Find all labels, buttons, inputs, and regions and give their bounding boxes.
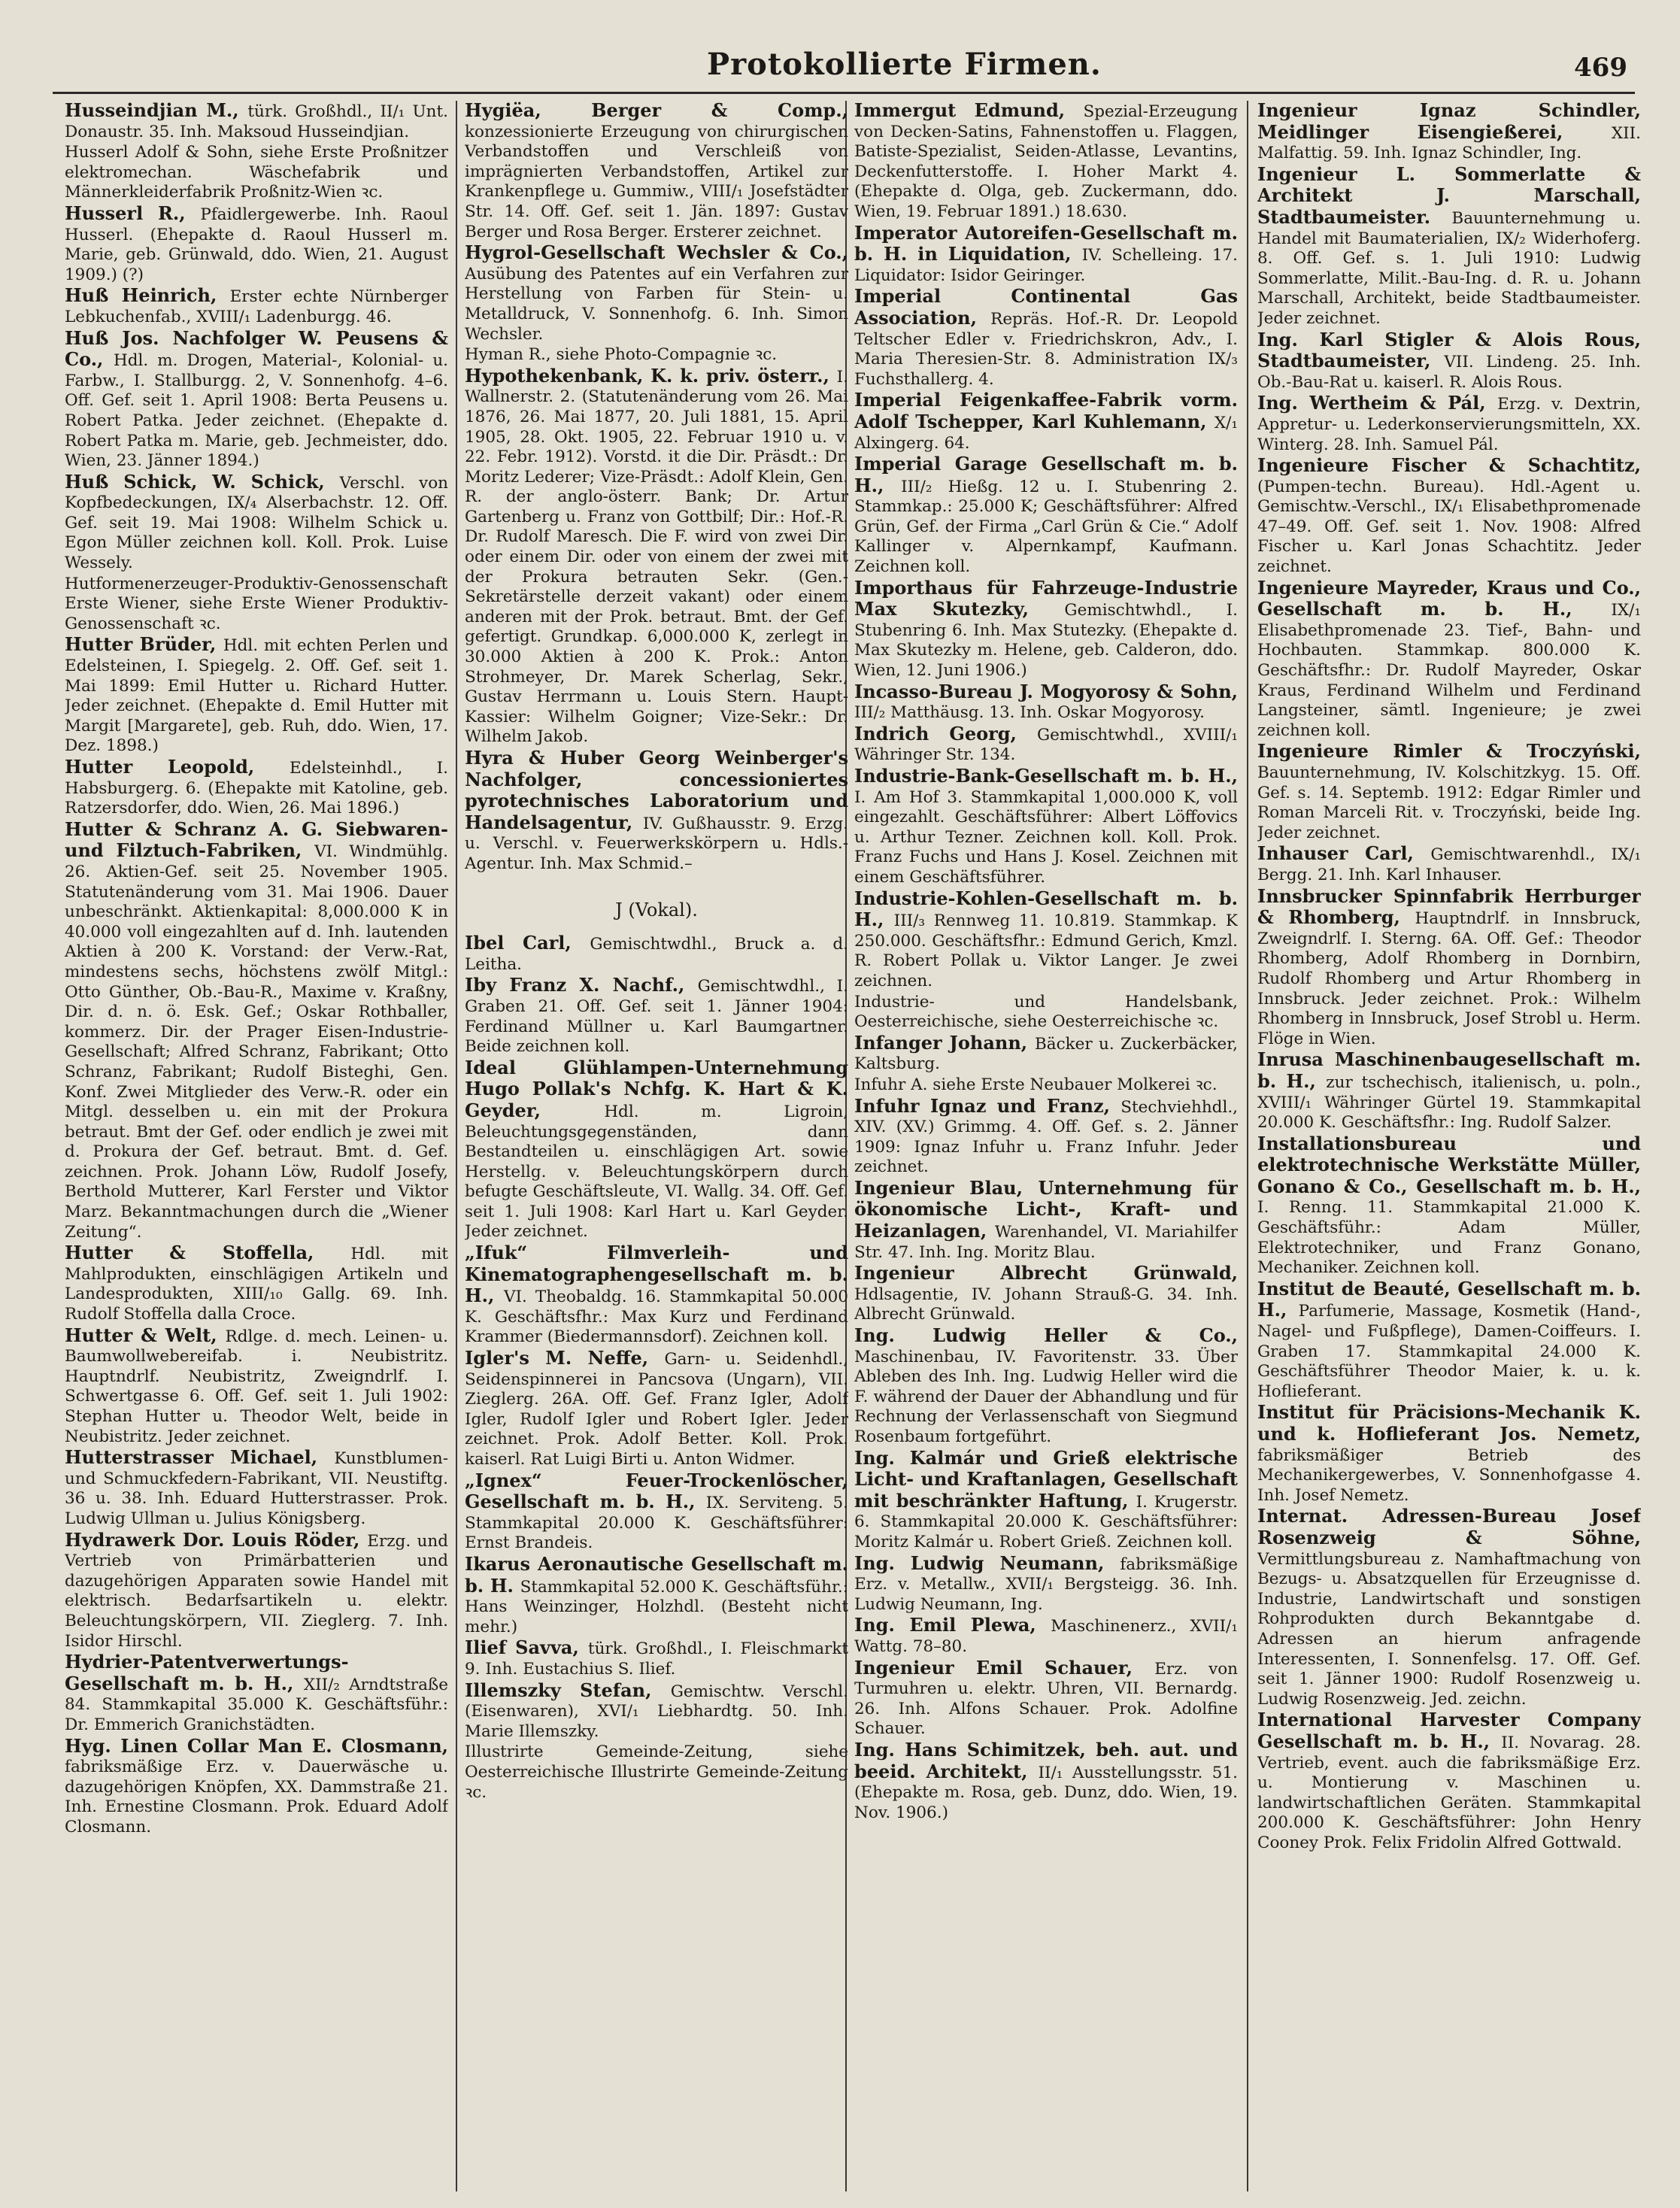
directory-entry bbox=[854, 101, 1238, 223]
directory-entry bbox=[1257, 456, 1641, 578]
entry-firm-name: Ing. Ludwig Neumann, bbox=[854, 1551, 1121, 1574]
directory-entry bbox=[854, 578, 1238, 681]
directory-entry bbox=[65, 1736, 448, 1838]
entry-text: konzessionierte Erzeugung von chirurgischen Verbandstoffen und Verschleiß von imprägnierten Verbandstoffen, Artikel zur Krankenpflege u. Gummiw., VIII/₁ Josefstädter Str. 14. Off. Gef. seit 1. Jän. 1897: Gustav Berger und Rosa Berger. Ersterer zeichnet. bbox=[465, 122, 848, 241]
column-4 bbox=[1257, 101, 1641, 2191]
directory-entry bbox=[1257, 1710, 1641, 1853]
entry-firm-name: Huß Schick, W. Schick, bbox=[65, 470, 340, 493]
directory-entry bbox=[854, 1448, 1238, 1553]
entry-text: Gemischtw. Verschl. (Eisenwaren), XVI/₁ Liebhardtg. 50. Inh. Marie Illemszky. bbox=[465, 1682, 848, 1741]
section-heading: J (Vokal). bbox=[615, 899, 698, 921]
entry-firm-name: Inhauser Carl, bbox=[1257, 842, 1431, 865]
entry-text: X/₁ Alxingerg. 64. bbox=[854, 413, 1238, 453]
entry-text: fabriksmäßige Erz. v. Dauerwäsche u. dazugehörigen Knöpfen, XX. Dammstraße 21. Inh. Ernestine Closmann. Prok. Eduard Adolf Closmann. bbox=[65, 1758, 448, 1836]
entry-firm-name: Ideal Glühlampen-Unternehmung Hugo Pollak's Nchfg. K. Hart & K. Geyder, bbox=[465, 1056, 848, 1121]
entry-firm-name: Imperator Autoreifen-Gesellschaft m. b. H. in Liquidation, bbox=[854, 221, 1238, 265]
directory-entry bbox=[1257, 884, 1641, 1050]
column-divider bbox=[456, 101, 457, 2191]
entry-text: Verschl. von Kopfbedeckungen, IX/₄ Alserbachstr. 12. Off. Gef. seit 19. Mai 1908: Wilhelm Schick u. Egon Müller zeichnen koll. Koll. Prok. Luise Wessely. bbox=[65, 473, 448, 573]
entry-text: Gemischtwhdl., I. Stubenring 6. Inh. Max Stutezky. (Ehepakte d. Max Skutezky m. Helene, geb. Calderon, ddo. Wien, 12. Juni 1906.) bbox=[854, 601, 1238, 681]
entry-text: Hauptndrlf. in Innsbruck, Zweigndrlf. I. Sterng. 6A. Off. Gef.: Theodor Rhomberg, Adolf Rhomberg in Dornbirn, Rudolf Rhomberg und Artur Rhomberg in Innsbruck. Jeder zeichnet. Prok.: Wilhelm Rhomberg in Innsbruck, Josef Strobl u. Herm. Flöge in Wien. bbox=[1257, 909, 1641, 1048]
entry-text: Parfumerie, Massage, Kosmetik (Hand-, Nagel- und Fußpflege), Damen-Coiffeurs. I. Graben 17. Stammkapital 24.000 K. Geschäftsführer Theodor Maier, k. u. k. Hoflieferant. bbox=[1257, 1302, 1641, 1401]
running-head: Protokollierte Firmen. bbox=[707, 47, 1102, 82]
entry-firm-name: Indrich Georg, bbox=[854, 722, 1037, 745]
directory-entry bbox=[1257, 101, 1641, 164]
entry-text: Maschinenerz., XVII/₁ Wattg. 78–80. bbox=[854, 1617, 1238, 1656]
entry-firm-name: Ingenieure Rimler & Troczyński, bbox=[1257, 740, 1641, 763]
entry-firm-name: Internat. Adressen-Bureau Josef Rosenzweig & Söhne, bbox=[1257, 1505, 1641, 1548]
directory-entry bbox=[854, 1033, 1238, 1075]
entry-text: XII/₂ Arndtstraße 84. Stammkapital 35.000 K. Geschäftsführ.: Dr. Emmerich Granichstädten. bbox=[65, 1675, 448, 1734]
directory-entry bbox=[465, 1058, 848, 1242]
entry-firm-name: Ilief Savva, bbox=[465, 1636, 588, 1659]
entry-firm-name: Industrie-Kohlen-Gesellschaft m. b. H., bbox=[854, 887, 1238, 931]
entry-text: Repräs. Hof.-R. Dr. Leopold Teltscher Edler v. Friedrichskron, Adv., I. Maria Theresien-Str. 8. Administration IX/₃ Fuchsthallerg. 4. bbox=[854, 309, 1238, 389]
column-2 bbox=[465, 101, 848, 2191]
directory-entry bbox=[1257, 578, 1641, 742]
entry-text: Husserl Adolf & Sohn, siehe Erste Proßnitzer elektromechan. Wäschefabrik und Männerkleiderfabrik Proßnitz-Wien ꝛc. bbox=[65, 143, 448, 202]
entry-text: Gemischtwarenhdl., IX/₁ Bergg. 21. Inh. Karl Inhauser. bbox=[1257, 845, 1641, 884]
entry-text: Rdlge. d. mech. Leinen- u. Baumwollwebereifab. i. Neubistritz. Hauptndrlf. Neubistritz, Zweigndrlf. I. Schwertgasse 6. Off. Gef. seit 1. Juli 1902: Stephan Hutter u. Theodor Welt, beide in Neubistritz. Jeder zeichnet. bbox=[65, 1327, 448, 1446]
page-number: 469 bbox=[1574, 53, 1627, 83]
entry-firm-name: Husserl R., bbox=[65, 202, 201, 224]
entry-text: II. Novarag. 28. Vertrieb, event. auch die fabriksmäßige Erz. u. Montierung v. Maschinen u. landwirtschaftlichen Geräten. Stammkapital 200.000 K. Geschäftsführer: John Henry Cooney Prok. Felix Fridolin Alfred Gottwald. bbox=[1257, 1733, 1641, 1852]
entry-firm-name: Hydrawerk Dor. Louis Röder, bbox=[65, 1528, 368, 1551]
entry-text: I. Renng. 11. Stammkapital 21.000 K. Geschäftsführ.: Adam Müller, Elektrotechniker, und Franz Gonano, Mechaniker. Zeichnen koll. bbox=[1257, 1198, 1641, 1278]
directory-entry bbox=[465, 1348, 848, 1470]
directory-entry bbox=[465, 366, 848, 748]
entry-text: Erzg. und Vertrieb von Primärbatterien und dazugehörigen Apparaten sowie Handel mit elektrisch. Bedarfsartikeln u. elektr. Beleuchtungskörpern, VII. Zieglerg. 7. Inh. Isidor Hirschl. bbox=[65, 1531, 448, 1651]
directory-entry bbox=[854, 390, 1238, 453]
directory-entry bbox=[465, 1638, 848, 1679]
entry-text: IV. Schelleing. 17. Liquidator: Isidor Geiringer. bbox=[854, 246, 1238, 285]
entry-firm-name: Ing. Kalmár und Grieß elektrische Licht- und Kraftanlagen, Gesellschaft mit beschränkter Haftung, bbox=[854, 1446, 1238, 1512]
directory-entry bbox=[65, 1448, 448, 1529]
entry-firm-name: Hutterstrasser Michael, bbox=[65, 1446, 335, 1469]
entry-firm-name: Importhaus für Fahrzeuge-Industrie Max Skutezky, bbox=[854, 576, 1238, 620]
entry-firm-name: International Harvester Company Gesellschaft m. b. H., bbox=[1257, 1709, 1641, 1752]
entry-text: Garn- u. Seidenhdl., Seidenspinnerei in Pancsova (Ungarn), VII. Zieglerg. 26A. Off. Gef. Franz Igler, Adolf Igler, Rudolf Igler und Robert Igler. Jeder zeichnet. Prok. Adolf Better. Koll. Prok. kaiserl. Rat Luigi Birti u. Anton Widmer. bbox=[465, 1350, 848, 1469]
entry-text: Infuhr A. siehe Erste Neubauer Molkerei ꝛc. bbox=[854, 1075, 1218, 1094]
entry-firm-name: Iby Franz X. Nachf., bbox=[465, 974, 698, 996]
entry-text: Maschinenbau, IV. Favoritenstr. 33. Über Ableben des Inh. Ing. Ludwig Heller wird die F. während der Dauer der Abhandlung und für Rechnung der Verlassenschaft von Siegmund Rosenbaum fortgeführt. bbox=[854, 1347, 1238, 1446]
entry-text: Erster echte Nürnberger Lebkuchenfab., XVIII/₁ Ladenburgg. 46. bbox=[65, 287, 448, 326]
directory-entry bbox=[465, 975, 848, 1057]
entry-text: Edelsteinhdl., I. Habsburgerg. 6. (Ehepakte mit Katoline, geb. Ratzersdorfer, ddo. Wien, 26. Mai 1896.) bbox=[65, 759, 448, 818]
entry-text: Erzg. v. Dextrin, Appretur- u. Lederkonservierungsmitteln, XX. Winterg. 28. Inh. Samuel Pál. bbox=[1257, 395, 1641, 454]
entry-firm-name: Imperial Garage Gesellschaft m. b. H., bbox=[854, 453, 1238, 496]
entry-text: Bauunternehmung u. Handel mit Baumaterialien, IX/₂ Widerhoferg. 8. Off. Gef. s. 1. Juli 1910: Ludwig Sommerlatte, Milit.-Bau-Ing. d. R. u. Johann Marschall, Architekt, beide Stadtbaumeister. Jeder zeichnet. bbox=[1257, 208, 1641, 328]
entry-firm-name: Inrusa Maschinenbaugesellschaft m. b. H., bbox=[1257, 1048, 1641, 1092]
entry-text: I. Krugerstr. 6. Stammkapital 20.000 K. Geschäftsführer: Moritz Kalmár u. Robert Grieß. Zeichnen koll. bbox=[854, 1492, 1238, 1551]
directory-entry bbox=[1257, 1506, 1641, 1709]
entry-text: III/₂ Hießg. 12 u. I. Stubenring 2. Stammkap.: 25.000 K; Geschäftsführer: Alfred Grün, Gef. der Firma „Carl Grün & Cie.“ Adolf Kallinger v. Alpernkampf, Kaufmann. Zeichnen koll. bbox=[854, 477, 1238, 577]
entry-text: Kunstblumen- und Schmuckfedern-Fabrikant, VII. Neustiftg. 36 u. 38. Inh. Eduard Hutterstrasser. Prok. Ludwig Ullman u. Julius Königsberg. bbox=[65, 1449, 448, 1528]
directory-entry bbox=[65, 286, 448, 327]
directory-entry bbox=[1257, 742, 1641, 843]
entry-firm-name: Ibel Carl, bbox=[465, 932, 590, 954]
entry-firm-name: Ing. Wertheim & Pál, bbox=[1257, 392, 1498, 414]
directory-entry bbox=[465, 243, 848, 344]
directory-entry bbox=[65, 1243, 448, 1324]
entry-firm-name: Infanger Johann, bbox=[854, 1031, 1035, 1054]
entry-text: Vermittlungsbureau z. Namhaftmachung von Bezugs- u. Absatzquellen für Erzeugnisse d. Industrie, Landwirtschaft und sonstigen Rohprodukten durch Bekanntgabe d. Adressen an hierum anfragende Interessenten, I. Sonnenfelsg. 17. Off. Gef. seit 1. Jänner 1900: Rudolf Rosenzweig u. Ludwig Rosenzweig. Jed. zeichn. bbox=[1257, 1549, 1641, 1709]
directory-entry bbox=[465, 1742, 848, 1803]
directory-entry bbox=[1257, 1050, 1641, 1133]
directory-entry bbox=[854, 1551, 1238, 1615]
directory-entry bbox=[854, 1178, 1238, 1263]
entry-text: XII. Malfattig. 59. Inh. Ignaz Schindler, Ing. bbox=[1257, 123, 1641, 163]
entry-text: VI. Theobaldg. 16. Stammkapital 50.000 K. Geschäftsfhr.: Max Kurz und Ferdinand Krammer (Biedermannsdorf). Zeichnen koll. bbox=[465, 1287, 848, 1347]
entry-text: Gemischtwdhl., I. Graben 21. Off. Gef. seit 1. Jänner 1904: Ferdinand Müllner u. Karl Baumgartner. Beide zeichnen koll. bbox=[465, 977, 848, 1057]
entry-text: Stechviehhdl., XIV. (XV.) Grimmg. 4. Off. Gef. s. 2. Jänner 1909: Ignaz Infuhr u. Franz Infuhr. Jeder zeichnet. bbox=[854, 1097, 1238, 1177]
entry-firm-name: Ingenieur Blau, Unternehmung für ökonomische Licht-, Kraft- und Heizanlagen, bbox=[854, 1176, 1238, 1242]
directory-entry bbox=[465, 101, 848, 242]
entry-firm-name: „Ifuk“ Filmverleih- und Kinematographengesellschaft m. b. H., bbox=[465, 1242, 848, 1307]
entry-text: Stammkapital 52.000 K. Geschäftsführ.: Hans Weinzinger, Holzhdl. (Besteht nicht mehr.) bbox=[465, 1577, 848, 1636]
entry-text: VII. Lindeng. 25. Inh. Ob.-Bau-Rat u. kaiserl. R. Alois Rous. bbox=[1257, 353, 1641, 392]
entry-firm-name: Hyra & Huber Georg Weinberger's Nachfolger, concessioniertes pyrotechnisches Laboratorium und Handelsagentur, bbox=[465, 747, 848, 833]
directory-entry bbox=[854, 724, 1238, 766]
directory-entry bbox=[65, 204, 448, 285]
directory-entry bbox=[465, 1471, 848, 1554]
entry-firm-name: Hutter & Stoffella, bbox=[65, 1242, 351, 1264]
entry-text: Hyman R., siehe Photo-Compagnie ꝛc. bbox=[465, 345, 778, 365]
directory-entry bbox=[854, 1740, 1238, 1823]
directory-entry bbox=[854, 1658, 1238, 1739]
entry-text: II/₁ Ausstellungsstr. 51. (Ehepakte m. Rosa, geb. Dunz, ddo. Wien, 19. Nov. 1906.) bbox=[854, 1763, 1238, 1822]
directory-entry bbox=[465, 345, 848, 365]
entry-text: Gemischtwhdl., XVIII/₁ Währinger Str. 134. bbox=[854, 725, 1238, 765]
entry-text: (Pumpen-techn. Bureau). Hdl.-Agent u. Gemischtw.-Verschl., IX/₁ Elisabethpromenade 47–49. Off. Gef. seit 1. Nov. 1908: Alfred Fischer u. Karl Jonas Schachtitz. Jeder zeichnet. bbox=[1257, 477, 1641, 577]
entry-firm-name: „Ignex“ Feuer-Trockenlöscher, Gesellschaft m. b. H., bbox=[465, 1469, 848, 1513]
column-divider bbox=[1247, 101, 1248, 2191]
entry-text: Hdl. m. Ligroin, Beleuchtungsgegenständen, dann Bestandteilen u. einschlägigen Art. sowie Herstellg. v. Beleuchtungskörpern durch befugte Geschäftsleute, VI. Wallg. 34. Off. Gef. seit 1. Juli 1908: Karl Hart u. Karl Geyder. Jeder zeichnet. bbox=[465, 1102, 848, 1242]
entry-firm-name: Imperial Feigenkaffee-Fabrik vorm. Adolf Tschepper, Karl Kuhlemann, bbox=[854, 389, 1238, 432]
directory-entry bbox=[465, 748, 848, 875]
directory-entry bbox=[854, 223, 1238, 287]
entry-text: I. Wallnerstr. 2. (Statutenänderung vom 26. Mai 1876, 26. Mai 1877, 20. Juli 1881, 15. April 1905, 28. Okt. 1905, 22. Februar 1910 u. v. 22. Febr. 1912). Vorstd. it die Dir. Präsdt.: Dr. Moritz Lederer; Vize-Präsdt.: Adolf Klein, Gen. R. der anglo-österr. Bank; Dr. Artur Gartenberg u. Franz von Gottbilf; Dir.: Hof.-R. Dr. Rudolf Maresch. Die F. wird von zwei Dir. oder einem Dir. oder von einem der zwei mit der Prokura betrauten Sekr. (Gen.-Sekretärstelle derzeit vakant) oder einem anderen mit der Prok. betraut. Bmt. der Gef. gefertigt. Grundkap. 6,000.000 K, zerlegt in 30.000 Aktien à 200 K. Prok.: Anton Strohmeyer, Dr. Marek Scherlag, Sekr., Gustav Herrmann u. Louis Stern. Haupt-Kassier: Wilhelm Goigner; Vize-Sekr.: Dr. Wilhelm Jakob. bbox=[465, 367, 848, 747]
entry-firm-name: Hutter & Welt, bbox=[65, 1324, 226, 1346]
entry-firm-name: Ikarus Aeronautische Gesellschaft m. b. H. bbox=[465, 1552, 848, 1597]
entry-firm-name: Hygrol-Gesellschaft Wechsler & Co., bbox=[465, 241, 848, 264]
directory-entry bbox=[65, 143, 448, 203]
entry-text: Hdl. m. Drogen, Material-, Kolonial- u. Farbw., I. Stallburgg. 2, V. Sonnenhofg. 4–6. Off. Gef. seit 1. April 1908: Berta Peusens u. Robert Patka. Jeder zeichnet. (Ehepakte d. Robert Patka m. Marie, geb. Jechmeister, ddo. Wien, 23. Jänner 1894.) bbox=[65, 351, 448, 471]
directory-entry bbox=[1257, 1279, 1641, 1403]
entry-firm-name: Huß Jos. Nachfolger W. Peusens & Co., bbox=[65, 326, 448, 371]
entry-firm-name: Innsbrucker Spinnfabrik Herrburger & Rhomberg, bbox=[1257, 884, 1641, 929]
directory-entry bbox=[1257, 162, 1641, 329]
entry-firm-name: Ing. Emil Plewa, bbox=[854, 1614, 1051, 1636]
entry-text: türk. Großhdl., II/₁ Unt. Donaustr. 35. Inh. Maksoud Husseindjian. bbox=[65, 102, 448, 141]
directory-entry bbox=[854, 993, 1238, 1033]
entry-firm-name: Institut de Beauté, Gesellschaft m. b. H., bbox=[1257, 1277, 1641, 1321]
directory-entry bbox=[65, 1652, 448, 1735]
entry-text: türk. Großhdl., I. Fleischmarkt 9. Inh. Eustachius S. Ilief. bbox=[465, 1639, 848, 1679]
entry-firm-name: Institut für Präcisions-Mechanik K. und k. Hoflieferant Jos. Nemetz, bbox=[1257, 1401, 1641, 1445]
entry-text: Warenhandel, VI. Mariahilfer Str. 47. Inh. Ing. Moritz Blau. bbox=[854, 1223, 1238, 1262]
entry-firm-name: Ingenieur Albrecht Grünwald, bbox=[854, 1262, 1238, 1284]
directory-entry bbox=[1257, 844, 1641, 885]
entry-firm-name: Hyg. Linen Collar Man E. Closmann, bbox=[65, 1734, 448, 1757]
entry-text: Pfaidlergewerbe. Inh. Raoul Husserl. (Ehepakte d. Raoul Husserl m. Marie, geb. Grünwald, ddo. Wien, 21. August 1909.) (?) bbox=[65, 205, 448, 284]
directory-entry bbox=[854, 1263, 1238, 1325]
entry-text: zur tschechisch, italienisch, u. poln., XVIII/₁ Währinger Gürtel 19. Stammkapital 20.000 K. Geschäftsfhr.: Ing. Rudolf Salzer. bbox=[1257, 1072, 1641, 1133]
entry-firm-name: Infuhr Ignaz und Franz, bbox=[854, 1094, 1121, 1117]
entry-firm-name: Ing. Karl Stigler & Alois Rous, Stadtbaumeister, bbox=[1257, 328, 1641, 372]
entry-firm-name: Immergut Edmund, bbox=[854, 101, 1084, 121]
entry-text: Erz. von Turmuhren u. elektr. Uhren, VII. Bernardg. 26. Inh. Alfons Schauer. Prok. Adolfine Schauer. bbox=[854, 1659, 1238, 1739]
entry-firm-name: Industrie-Bank-Gesellschaft m. b. H., bbox=[854, 765, 1238, 787]
directory-entry bbox=[65, 817, 448, 1242]
directory-entry bbox=[1257, 1134, 1641, 1278]
entry-text: Gemischtwdhl., Bruck a. d. Leitha. bbox=[465, 935, 848, 974]
directory-entry bbox=[65, 326, 448, 472]
directory-entry bbox=[854, 682, 1238, 723]
entry-text: Hdlsagentie, IV. Johann Strauß-G. 34. Inh. Albrecht Grünwald. bbox=[854, 1284, 1238, 1324]
entry-firm-name: Ingenieur L. Sommerlatte & Architekt J. Marschall, Stadtbaumeister. bbox=[1257, 162, 1641, 228]
entry-firm-name: Ing. Ludwig Heller & Co., bbox=[854, 1324, 1238, 1347]
directory-entry bbox=[465, 933, 848, 975]
entry-text: Illustrirte Gemeinde-Zeitung, siehe Oesterreichische Illustrirte Gemeinde-Zeitung ꝛc. bbox=[465, 1742, 848, 1802]
directory-entry bbox=[854, 1096, 1238, 1178]
entry-firm-name: Imperial Continental Gas Association, bbox=[854, 285, 1238, 329]
entry-firm-name: Huß Heinrich, bbox=[65, 284, 230, 307]
directory-entry bbox=[1257, 393, 1641, 455]
column-1 bbox=[65, 101, 448, 2191]
entry-firm-name: Ingenieur Ignaz Schindler, Meidlinger Eisengießerei, bbox=[1257, 101, 1641, 143]
entry-text: Bäcker u. Zuckerbäcker, Kaltsburg. bbox=[854, 1034, 1238, 1074]
directory-entry bbox=[854, 1615, 1238, 1657]
directory-entry bbox=[65, 635, 448, 757]
directory-entry bbox=[65, 575, 448, 635]
directory-entry bbox=[854, 766, 1238, 888]
entry-text: VI. Windmühlg. 26. Aktien-Gef. seit 25. November 1905. Statutenänderung vom 31. Mai 1906. Dauer unbeschränkt. Aktienkapital: 8,000.000 K in 40.000 voll eingezahlten auf d. Inh. lautenden Aktien à 200 K. Vorstand: der Verw.-Rat, mindestens sechs, höchstens zwölf Mitgl.: Otto Günther, Ob.-Bau-R., Maxime v. Kraßny, Dir. d. n. ö. Esk. Gef.; Oskar Rothballer, kommerz. Dir. der Prager Eisen-Industrie-Gesellschaft; Alfred Schranz, Fabrikant; Otto Schranz, Fabrikant; Rudolf Bisteghi, Gen. Konf. Zwei Mitglieder des Verw.-R. oder ein Mitgl. desselben u. ein mit der Prokura betraut. Bmt der Gef. oder endlich je zwei mit d. Prokura der Gef. betraut. Bmt. d. Gef. zeichnen. Prok. Johann Löw, Rudolf Josefy, Berthold Mutterer, Karl Ferster und Viktor Marz. Bekanntmachungen durch die „Wiener Zeitung“. bbox=[65, 842, 448, 1242]
directory-entry bbox=[1257, 330, 1641, 393]
entry-text: IX/₁ Elisabethpromenade 23. Tief-, Bahn- und Hochbauten. Stammkap. 800.000 K. Geschäftsfhr.: Dr. Rudolf Mayreder, Oskar Kraus, Ferdinand Wilhelm und Ferdinand Langsteiner, sämtl. Ingenieure; je zwei zeichnen koll. bbox=[1257, 601, 1641, 740]
entry-text: Industrie- und Handelsbank, Oesterreichische, siehe Oesterreichische ꝛc. bbox=[854, 992, 1238, 1032]
header-rule bbox=[53, 92, 1635, 94]
entry-text: III/₂ Matthäusg. 13. Inh. Oskar Mogyorosy. bbox=[854, 703, 1205, 723]
directory-entry bbox=[65, 757, 448, 819]
entry-text: Hdl. mit Mahlprodukten, einschlägigen Artikeln und Landesprodukten, XIII/₁₀ Gallg. 69. Inh. Rudolf Stoffella dalla Croce. bbox=[65, 1245, 448, 1324]
entry-text: I. Am Hof 3. Stammkapital 1,000.000 K, voll eingezahlt. Geschäftsführer: Albert Löffovics u. Arthur Tezner. Zeichnen koll. Koll. Prok. Franz Fuchs und Hans J. Kosel. Zeichnen mit einem Geschäftsführer. bbox=[854, 787, 1238, 887]
directory-entry bbox=[465, 1243, 848, 1348]
entry-firm-name: Husseindjian M., bbox=[65, 101, 248, 121]
entry-text: Ausübung des Patentes auf ein Verfahren zur Herstellung von Farben für Stein- u. Metalldruck, V. Sonnenhofg. 6. Inh. Simon Wechsler. bbox=[465, 264, 848, 344]
entry-firm-name: Incasso-Bureau J. Mogyorosy & Sohn, bbox=[854, 680, 1238, 702]
column-3 bbox=[854, 101, 1238, 2191]
entry-text: fabriksmäßiger Betrieb des Mechanikergewerbes, V. Sonnenhofgasse 4. Inh. Josef Nemetz. bbox=[1257, 1445, 1641, 1505]
directory-entry bbox=[854, 1075, 1238, 1096]
entry-firm-name: Hutter Leopold, bbox=[65, 756, 290, 778]
entry-firm-name: Hutter & Schranz A. G. Siebwaren- und Filztuch-Fabriken, bbox=[65, 817, 448, 862]
entry-text: fabriksmäßige Erz. v. Metallw., XVII/₁ Bergsteigg. 36. Inh. Ludwig Neumann, Ing. bbox=[854, 1554, 1238, 1614]
entry-firm-name: Hypothekenbank, K. k. priv. österr., bbox=[465, 364, 837, 387]
entry-text: IX. Serviteng. 5. Stammkapital 20.000 K. Geschäftsführer: Ernst Brandeis. bbox=[465, 1494, 848, 1553]
entry-text: Bauunternehmung, IV. Kolschitzkyg. 15. Off. Gef. s. 14. Septemb. 1912: Edgar Rimler und Roman Marceli Rit. v. Troczyński, beide Ing. Jeder zeichnet. bbox=[1257, 763, 1641, 842]
entry-firm-name: Igler's M. Neffe, bbox=[465, 1347, 665, 1369]
entry-firm-name: Installationsbureau und elektrotechnische Werkstätte Müller, Gonano & Co., Gesellschaft m. b. H., bbox=[1257, 1132, 1641, 1197]
entry-firm-name: Hutter Brüder, bbox=[65, 633, 223, 656]
entry-text: III/₃ Rennweg 11. 10.819. Stammkap. K 250.000. Geschäftsfhr.: Edmund Gerich, Kmzl. R. Robert Pollak u. Viktor Langer. Je zwei zeichnen. bbox=[854, 911, 1238, 990]
entry-firm-name: Hydrier-Patentverwertungs-Gesellschaft m. b. H., bbox=[65, 1651, 349, 1694]
entry-firm-name: Ingenieure Fischer & Schachtitz, bbox=[1257, 454, 1641, 477]
directory-entry bbox=[854, 287, 1238, 390]
entry-firm-name: Ingenieur Emil Schauer, bbox=[854, 1656, 1155, 1679]
directory-entry bbox=[854, 889, 1238, 992]
entry-firm-name: Ing. Hans Schimitzek, beh. aut. und beeid. Architekt, bbox=[854, 1738, 1238, 1782]
entry-firm-name: Hygiëa, Berger & Comp., bbox=[465, 101, 848, 121]
directory-entry bbox=[854, 1326, 1238, 1448]
entry-text: Hdl. mit echten Perlen und Edelsteinen, I. Spiegelg. 2. Off. Gef. seit 1. Mai 1899: Emil Hutter u. Richard Hutter. Jeder zeichnet. (Ehepakte d. Emil Hutter mit Margit [Margarete], geb. Ruh, ddo. Wien, 17. Dez. 1898.) bbox=[65, 636, 448, 756]
directory-entry bbox=[65, 1530, 448, 1652]
directory-entry bbox=[854, 454, 1238, 578]
entry-firm-name: Illemszky Stefan, bbox=[465, 1679, 671, 1701]
entry-firm-name: Ingenieure Mayreder, Kraus und Co., Gesellschaft m. b. H., bbox=[1257, 576, 1641, 620]
directory-entry bbox=[465, 1681, 848, 1742]
entry-text: IV. Gußhausstr. 9. Erzg. u. Verschl. v. Feuerwerkskörpern u. Hdls.-Agentur. Inh. Max Schmid.– bbox=[465, 814, 848, 873]
entry-text: Spezial-Erzeugung von Decken-Satins, Fahnenstoffen u. Flaggen, Batiste-Spezialist, Seiden-Atlasse, Levantins, Deckenfutterstoffe. I. Hoher Markt 4. (Ehepakte d. Olga, geb. Zuckermann, ddo. Wien, 19. Februar 1891.) 18.630. bbox=[854, 102, 1238, 221]
directory-entry bbox=[465, 1554, 848, 1637]
directory-entry bbox=[65, 101, 448, 142]
directory-entry bbox=[65, 1326, 448, 1448]
directory-entry bbox=[1257, 1403, 1641, 1506]
directory-entry bbox=[65, 472, 448, 574]
entry-text: Hutformenerzeuger-Produktiv-Genossenschaft Erste Wiener, siehe Erste Wiener Produktiv-Genossenschaft ꝛc. bbox=[65, 574, 448, 633]
